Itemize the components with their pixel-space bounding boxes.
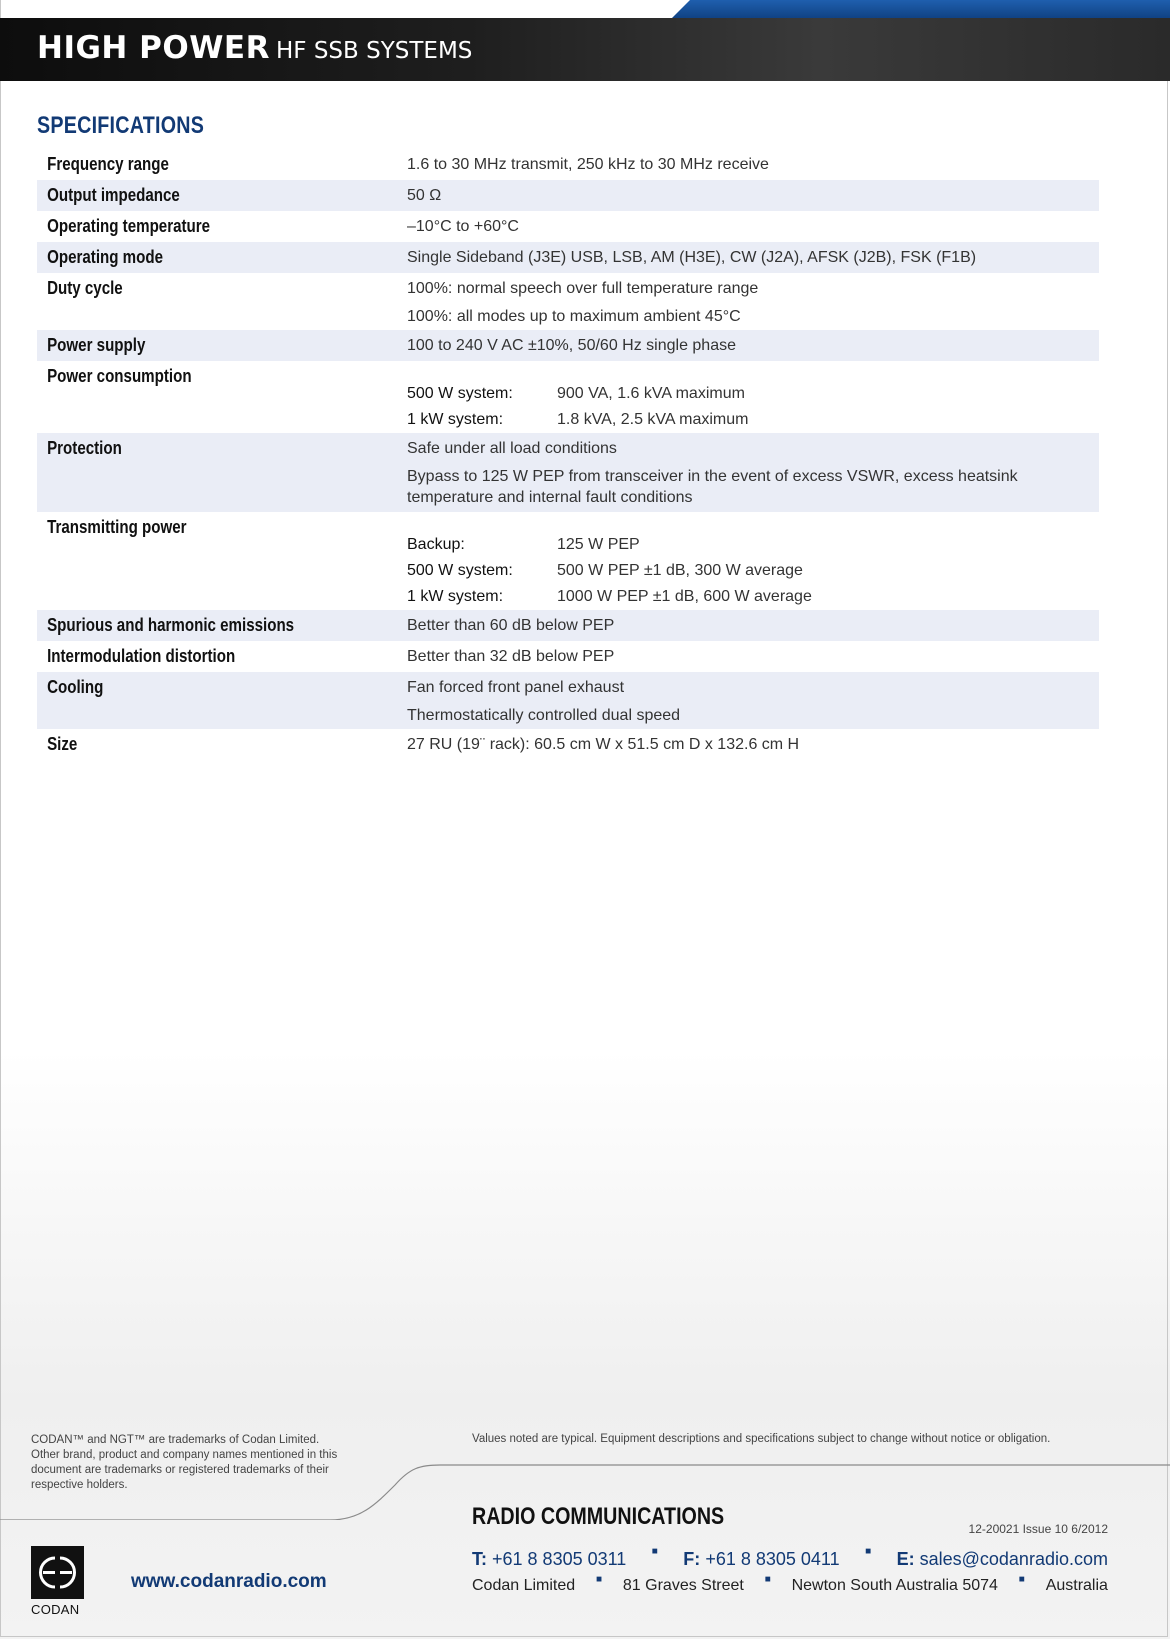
spec-value [407,242,1099,273]
spec-value-line: Better than 60 dB below PEP [407,617,615,634]
document-reference: 12-20021 Issue 10 6/2012 [968,1522,1108,1536]
spec-value [407,610,1099,641]
spec-value-paragraph: Bypass to 125 W PEP from transceiver in the event of excess VSWR, excess heatsink temperature and internal fault conditions [407,468,1018,506]
bullet-separator: ■ [865,1546,872,1557]
radio-communications-title: RADIO COMMUNICATIONS [472,1503,725,1530]
spec-row [37,672,1099,729]
spec-row [37,361,1099,433]
spec-label: Output impedance [47,185,180,205]
spec-sub-key: 1 kW system: [407,411,504,428]
spec-sub-value: 125 W PEP [557,536,640,553]
spec-value-line: 100 to 240 V AC ±10%, 50/60 Hz single phase [407,337,736,354]
spec-sub-row [407,558,1099,584]
spec-row [37,149,1099,180]
spec-sub-key: 1 kW system: [407,588,504,605]
spec-row [37,641,1099,672]
fax-number: +61 8 8305 0411 [705,1549,840,1569]
spec-row [37,273,1099,330]
spec-label: Power supply [47,335,146,355]
company-name: Codan Limited [472,1577,576,1594]
spec-sub-key: 500 W system: [407,385,513,402]
spec-row [37,330,1099,361]
spec-row [37,242,1099,273]
spec-value-line: Thermostatically controlled dual speed [407,707,681,724]
website-link[interactable]: www.codanradio.com [131,1571,327,1592]
email-label: E: [896,1549,915,1569]
city-address: Newton South Australia 5074 [791,1577,998,1594]
spec-value-line: Single Sideband (J3E) USB, LSB, AM (H3E), CW (J2A), AFSK (J2B), FSK (F1B) [407,249,977,266]
spec-table [37,149,1099,760]
email-contact [897,1549,1108,1570]
spec-label: Operating mode [47,247,164,267]
spacer [407,512,1099,532]
spec-value [407,512,1099,610]
spec-value [407,180,1099,211]
spec-value [407,361,1099,433]
spec-value [407,330,1099,361]
spec-value [407,149,1099,180]
spec-label: Transmitting power [47,517,187,537]
spec-row [37,512,1099,610]
spacer [407,361,1099,381]
spec-label: Power consumption [47,366,192,386]
spec-value [407,729,1099,760]
spec-value-line: Safe under all load conditions [407,440,617,457]
spec-row [37,610,1099,641]
spec-value-line: 1.6 to 30 MHz transmit, 250 kHz to 30 MHz receive [407,156,769,173]
spec-label: Cooling [47,677,104,697]
spec-value-line: 100%: all modes up to maximum ambient 45°C [407,308,741,325]
fax-contact [683,1549,839,1570]
phone-contact [472,1549,626,1570]
spec-sub-key: 500 W system: [407,562,513,579]
header-title-light: HF SSB SYSTEMS [275,38,473,64]
address-line [472,1574,1108,1595]
fax-label: F: [683,1549,701,1569]
spec-value-line: Better than 32 dB below PEP [407,648,615,665]
bullet-separator: ■ [651,1546,658,1557]
trademark-note: CODAN™ and NGT™ are trademarks of Codan Limited. Other brand, product and company names mentioned in this document are trademarks or registered trademarks of their respective holders. [31,1434,338,1491]
spec-value-line: 27 RU (19¨ rack): 60.5 cm W x 51.5 cm D x 132.6 cm H [407,736,800,753]
email-link[interactable]: sales@codanradio.com [919,1549,1108,1569]
spec-label: Spurious and harmonic emissions [47,615,295,635]
spec-label: Size [47,734,78,754]
spec-value-line: –10°C to +60°C [407,218,519,235]
spec-sub-row [407,584,1099,610]
spec-row [37,180,1099,211]
spec-value-line: 100%: normal speech over full temperature range [407,280,759,297]
spec-value [407,672,1099,729]
header-title-bold: HIGH POWER [37,30,270,66]
spec-value-line: Fan forced front panel exhaust [407,679,625,696]
spec-sub-value: 900 VA, 1.6 kVA maximum [557,385,745,402]
spec-sub-value: 500 W PEP ±1 dB, 300 W average [557,562,803,579]
spec-row [37,433,1099,512]
spec-sub-row [407,407,1099,433]
bullet-separator: ■ [1018,1574,1025,1585]
spec-row [37,729,1099,760]
disclaimer: Values noted are typical. Equipment descriptions and specifications subject to change without notice or obligation. [472,1433,1051,1445]
spec-value [407,273,1099,330]
spec-label: Protection [47,438,122,458]
country: Australia [1045,1577,1108,1594]
bullet-separator: ■ [596,1574,603,1585]
spec-label: Frequency range [47,154,169,174]
spec-value [407,433,1099,512]
codan-logo-icon [31,1546,84,1599]
bullet-separator: ■ [764,1574,771,1585]
street-address: 81 Graves Street [622,1577,744,1594]
contact-line [472,1546,1108,1570]
spec-value-line: 50 Ω [407,187,442,204]
spec-sub-value: 1000 W PEP ±1 dB, 600 W average [557,588,812,605]
logo-wordmark: CODAN [31,1602,80,1617]
spec-label: Operating temperature [47,216,211,236]
spec-sub-value: 1.8 kVA, 2.5 kVA maximum [557,411,749,428]
spec-sub-row [407,381,1099,407]
spec-value [407,641,1099,672]
section-title: SPECIFICATIONS [37,112,205,139]
spec-row [37,211,1099,242]
phone-label: T: [472,1549,487,1569]
spec-sub-row [407,532,1099,558]
spec-label: Intermodulation distortion [47,646,236,666]
spec-value [407,211,1099,242]
phone-number[interactable]: +61 8 8305 0311 [492,1549,627,1569]
page-header-title [37,30,472,66]
spec-sub-key: Backup: [407,536,465,553]
spec-label: Duty cycle [47,278,123,298]
